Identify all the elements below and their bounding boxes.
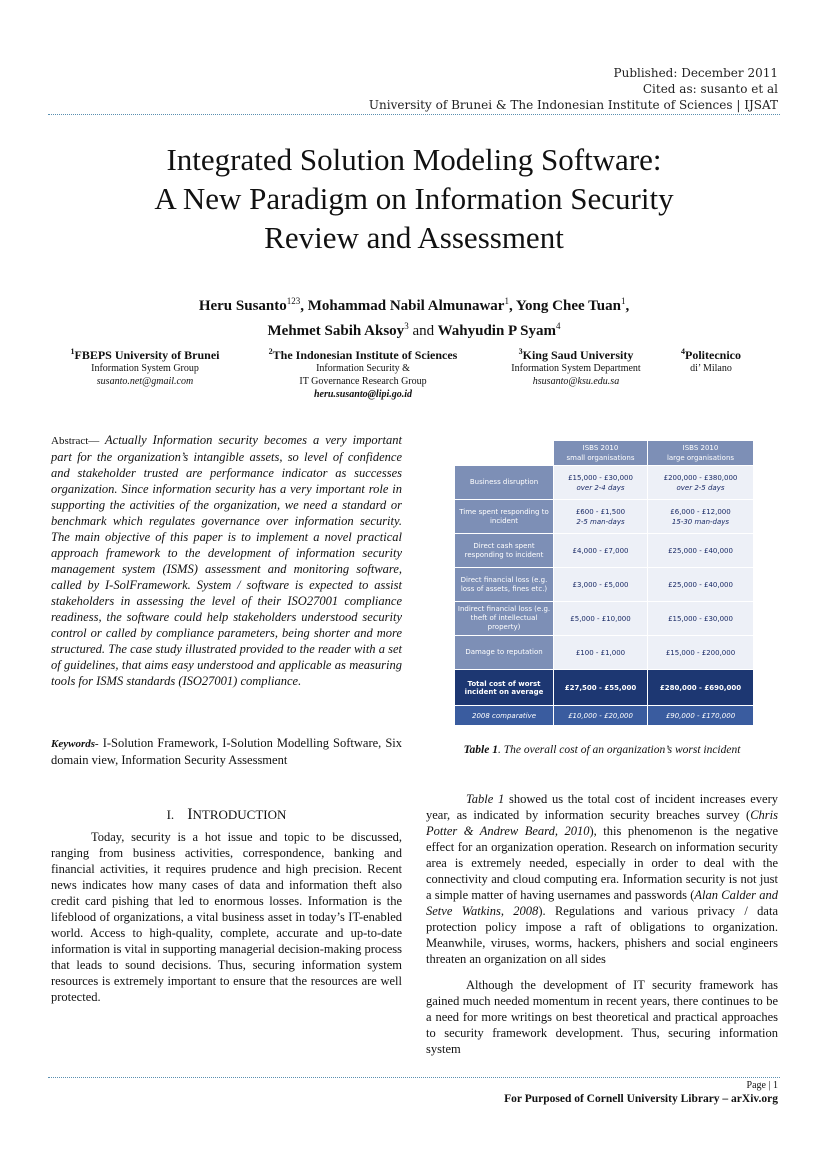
author-name: Yong Chee Tuan xyxy=(515,298,621,314)
row-header: Indirect financial loss (e.g. theft of intellectual property) xyxy=(455,602,554,636)
citation: Cited as: susanto et al xyxy=(642,82,778,96)
abstract-text: Actually Information security becomes a very important part for the organization’s intangible assets, so level of confidence and stakeholder trusted are performance indicator as successes organization. Since information security has a very important role in supporting the activities of the organization, we need a standard or benchmark which regulates governance over information security. The main objective of this paper is to implement a novel practical approach framework to the development of information security management system (ISMS) assessment and monitoring software, called by I-SolFramework. System / software is expected to assist stakeholders in assessing the level of their ISO27001 compliance readiness, the software could help stakeholders understood security control or called by compliance parameters, being shorter and more structured. The case study illustrated provided to the reader with a set of guidelines, that aims easy understood and applicable as measuring tools for ISMS standards (ISO27001) compliance. xyxy=(51,433,402,688)
footer-divider xyxy=(48,1077,780,1078)
abstract-label: Abstract— xyxy=(51,435,100,447)
table-cell: £5,000 - £10,000 xyxy=(554,602,648,636)
section-title: NTRODUCTION xyxy=(192,807,287,822)
table-row xyxy=(455,568,754,602)
author-name: Heru Susanto xyxy=(198,298,287,314)
table-cell: £10,000 - £20,000 xyxy=(554,706,648,726)
body-left-column xyxy=(51,829,402,1005)
author-sup: 3 xyxy=(404,321,409,331)
table-cell: £600 - £1,500 2-5 man-days xyxy=(554,500,648,534)
table-caption xyxy=(426,744,778,756)
affiliation-name: The Indonesian Institute of Sciences xyxy=(272,348,458,362)
row-header: Damage to reputation xyxy=(455,636,554,670)
affiliation-line: Information System Group xyxy=(91,363,199,374)
table-cell: £25,000 - £40,000 xyxy=(648,568,754,602)
published-date: Published: December 2011 xyxy=(613,66,778,80)
table-cell: £25,000 - £40,000 xyxy=(648,534,754,568)
row-header: Time spent responding to incident xyxy=(455,500,554,534)
caption-label: Table 1 xyxy=(463,744,498,756)
title-line: A New Paradigm on Information Security xyxy=(154,181,674,216)
caption-text: . The overall cost of an organization’s worst incident xyxy=(497,744,741,756)
author-name: Mehmet Sabih Aksoy xyxy=(267,323,405,339)
affiliation-email[interactable]: susanto.net@gmail.com xyxy=(96,376,194,387)
table-cell: £27,500 - £55,000 xyxy=(554,670,648,706)
affiliation-line: IT Governance Research Group xyxy=(299,376,427,387)
keywords-label: Keywords- xyxy=(51,738,99,750)
author-name: Mohammad Nabil Almunawar xyxy=(307,298,505,314)
footer-note: For Purposed of Cornell University Library – arXiv.org xyxy=(504,1093,778,1105)
affiliation-sup: 3 xyxy=(518,347,523,356)
table-row xyxy=(455,602,754,636)
table-total-row xyxy=(455,670,754,706)
section-heading xyxy=(51,806,402,824)
affiliation-sup: 4 xyxy=(681,347,685,356)
table-cell: £6,000 - £12,000 15-30 man-days xyxy=(648,500,754,534)
page-header xyxy=(369,65,778,113)
paragraph: Table 1 showed us the total cost of incident increases every year, as indicated by information security breaches survey (Chris Potter & Andrew Beard, 2010), this phenomenon is the negative effect for an organization operation. Research on information security area is extremely needed, especially in order to deal with the connectivity and cloud computing era. Information security is not just a simple matter of having usernames and passwords (Alan Calder and Setve Watkins, 2008). Regulations and various privacy / data protection policy impose a raft of obligations to organization. Meanwhile, viruses, worms, hackers, phishers and social engineers threaten an organization on all sides xyxy=(426,792,779,966)
author-sup: 1 xyxy=(620,296,626,306)
author-sup: 4 xyxy=(555,321,561,331)
affiliation-name: FBEPS University of Brunei xyxy=(74,348,220,362)
page-number: Page | 1 xyxy=(746,1080,778,1091)
affiliation-email[interactable]: hsusanto@ksu.edu.sa xyxy=(532,376,620,387)
table-corner xyxy=(455,441,554,466)
row-header: Direct financial loss (e.g. loss of assets, fines etc.) xyxy=(455,568,554,602)
row-header: 2008 comparative xyxy=(455,706,554,726)
section-initial: I xyxy=(187,806,193,823)
keywords-text: I-Solution Framework, I-Solution Modelling Software, Six domain view, Information Security Assessment xyxy=(51,736,402,767)
table-cell: £15,000 - £200,000 xyxy=(648,636,754,670)
author-sup: 123 xyxy=(286,296,301,306)
table-cell: £100 - £1,000 xyxy=(554,636,648,670)
section-number: I. xyxy=(166,807,175,822)
column-header: ISBS 2010 large organisations xyxy=(648,441,754,466)
affiliation-4 xyxy=(668,345,754,375)
table-cell: £15,000 - £30,000 xyxy=(648,602,754,636)
citation-ref: Alan Calder and Setve Watkins, 2008 xyxy=(426,888,778,918)
keywords xyxy=(51,735,402,768)
affiliation-sup: 1 xyxy=(70,347,75,356)
author-name: Wahyudin P Syam xyxy=(437,323,556,339)
row-header: Direct cash spent responding to incident xyxy=(455,534,554,568)
author-sup: 1 xyxy=(504,296,509,306)
affiliation-line: di’ Milano xyxy=(690,363,732,374)
affiliation-3 xyxy=(496,345,656,388)
abstract xyxy=(51,432,402,689)
paragraph: Today, security is a hot issue and topic to be discussed, ranging from business activities, correspondence, banking and financial activities, it requires prudence and high precision. Recent news indicates how many cases of data and information theft also credit card pishing that led to enormous losses. Information is the lifeblood of organizations, a vital business asset in today’s IT-enabled world. Access to high-quality, complete, accurate and up-to-date information is vital in supporting managerial decision-making process that leads to sound decisions. Thus, securing information system resources is extremely important to ensure that the resources are well protected. xyxy=(51,830,402,1004)
affiliation-name: Politecnico xyxy=(685,348,741,362)
row-header: Total cost of worst incident on average xyxy=(455,670,554,706)
affiliation-1 xyxy=(50,345,240,388)
paragraph: Although the development of IT security framework has gained much needed momentum in recent years, there continues to be a need for more writings on best theoretical and practical approaches to security framework development. Thus, securing information system xyxy=(426,978,778,1056)
table-cell: £90,000 - £170,000 xyxy=(648,706,754,726)
table-row xyxy=(455,500,754,534)
title-line: Review and Assessment xyxy=(264,220,564,255)
table-cell: £200,000 - £380,000 over 2-5 days xyxy=(648,466,754,500)
table-row xyxy=(455,534,754,568)
venue: University of Brunei & The Indonesian Institute of Sciences | IJSAT xyxy=(368,98,778,112)
header-divider xyxy=(48,114,780,115)
author-conjunction: and xyxy=(412,323,435,339)
affiliation-name: King Saud University xyxy=(522,348,634,362)
table-comparative-row xyxy=(455,706,754,726)
row-header: Business disruption xyxy=(455,466,554,500)
table-row xyxy=(455,466,754,500)
affiliation-2 xyxy=(252,345,474,401)
table-cell: £4,000 - £7,000 xyxy=(554,534,648,568)
affiliation-email[interactable]: heru.susanto@lipi.go.id xyxy=(313,389,413,400)
table-cell: £280,000 - £690,000 xyxy=(648,670,754,706)
column-header: ISBS 2010 small organisations xyxy=(554,441,648,466)
table-header-row xyxy=(455,441,754,466)
affiliation-line: Information System Department xyxy=(511,363,641,374)
table-row xyxy=(455,636,754,670)
citation-ref: Chris Potter & Andrew Beard, 2010 xyxy=(426,808,778,838)
body-right-column xyxy=(426,791,778,1057)
cost-table xyxy=(454,440,754,726)
table-cell: £15,000 - £30,000 over 2-4 days xyxy=(554,466,648,500)
affiliation-sup: 2 xyxy=(268,347,273,356)
paper-title xyxy=(0,140,828,257)
title-line: Integrated Solution Modeling Software: xyxy=(166,142,662,177)
author-list: Heru Susanto$^{123}$, Mohammad Nabil Almunawar$^1$, Yong Chee Tuan$^1$, Mehmet Sabih Aksoy$^3$ and Wahyudin P Syam$^4$ xyxy=(198,296,630,339)
table-cell: £3,000 - £5,000 xyxy=(554,568,648,602)
affiliation-line: Information Security & xyxy=(316,363,410,374)
